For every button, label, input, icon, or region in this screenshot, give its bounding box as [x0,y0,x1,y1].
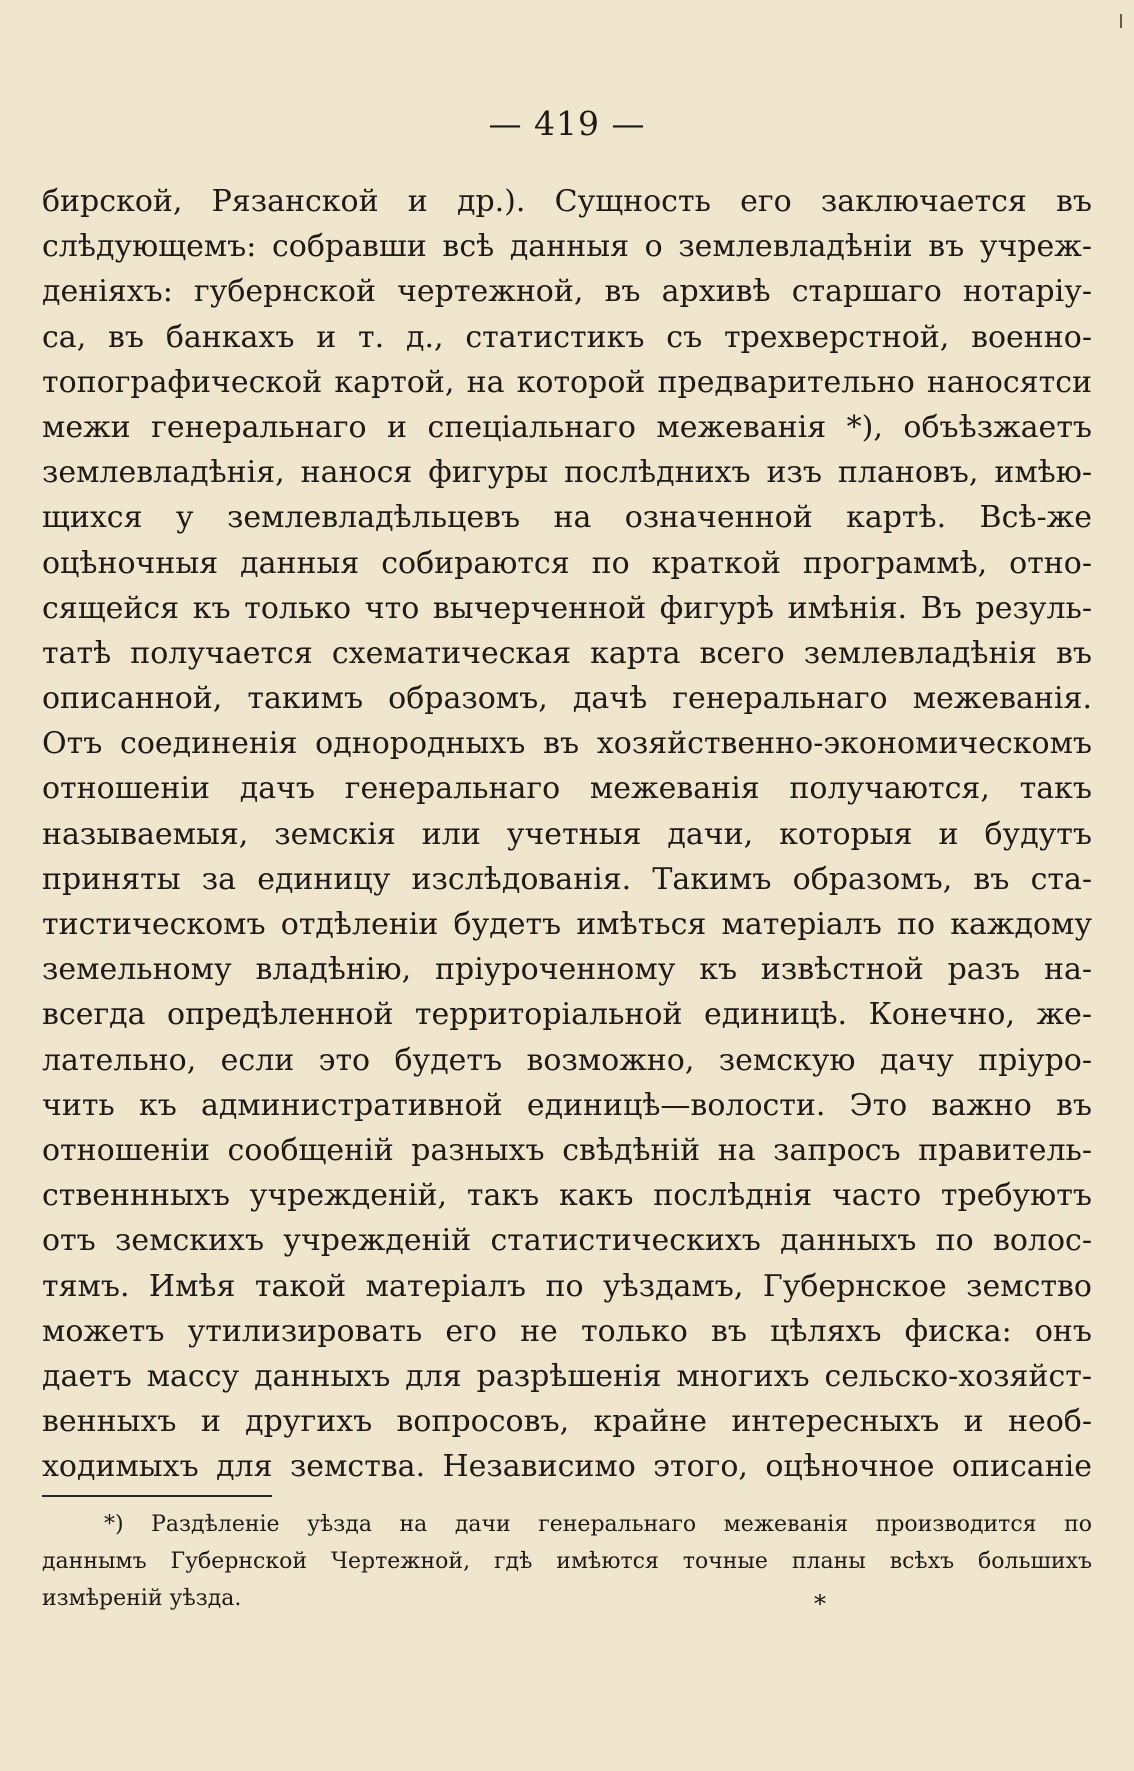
text-line: татѣ получается схематическая карта всего землевладѣнія въ [42,635,1092,671]
text-line: отъ земскихъ учрежденій статистическихъ данныхъ по волос- [42,1223,1092,1259]
text-line: слѣдующемъ: собравши всѣ данныя о землевладѣніи въ учреж- [42,229,1092,265]
text-line: тямъ. Имѣя такой матеріалъ по уѣздамъ, Губернское земство [42,1268,1092,1304]
text-line: даетъ массу данныхъ для разрѣшенія многихъ сельско-хозяйст- [42,1358,1092,1394]
text-line: сящейся къ только что вычерченной фигурѣ имѣнія. Въ резуль- [42,590,1092,626]
text-line: описанной, такимъ образомъ, дачѣ генеральнаго межеванія. [42,681,1092,717]
text-line: лательно, если это будетъ возможно, земскую дачу пріуро- [42,1042,1092,1078]
text-line: са, въ банкахъ и т. д., статистикъ съ трехверстной, военно- [42,319,1092,355]
text-line: отношеніи сообщеній разныхъ свѣдѣній на запросъ правитель- [42,1132,1092,1168]
footnote-separator [42,1495,272,1497]
page-number: — 419 — [488,104,646,143]
footnote-line: *) Раздѣленіе уѣзда на дачи генеральнаго межеванія производится по [104,1512,1092,1537]
text-line: межи генеральнаго и спеціальнаго межеванія *), объѣзжаетъ [42,409,1092,445]
text-line: тистическомъ отдѣленіи будетъ имѣться матеріалъ по каждому [42,907,1092,942]
text-line: деніяхъ: губернской чертежной, въ архивѣ старшаго нотаріу- [42,274,1092,310]
text-line: всегда опредѣленной территоріальной единицѣ. Конечно, же- [42,997,1092,1033]
text-line: венныхъ и другихъ вопросовъ, крайне интересныхъ и необ- [42,1404,1092,1440]
footnote-line: даннымъ Губернской Чертежной, гдѣ имѣются точные планы всѣхъ большихъ [42,1549,1092,1574]
text-line: земельному владѣнію, пріуроченному къ извѣстной разъ на- [42,952,1092,988]
footnote-line: измѣреній уѣзда. [42,1586,242,1611]
text-line: землевладѣнія, нанося фигуры послѣднихъ изъ плановъ, имѣю- [42,455,1092,491]
footnote [42,1506,1092,1617]
text-line: ственнныхъ учрежденій, такъ какъ послѣднія часто требуютъ [42,1178,1092,1214]
text-line: можетъ утилизировать его не только въ цѣляхъ фиска: онъ [42,1313,1092,1349]
body-text [42,179,1092,1489]
text-line: Отъ соединенія однородныхъ въ хозяйственно-экономическомъ [42,726,1092,762]
text-line: оцѣночныя данныя собираются по краткой программѣ, отно- [42,545,1092,581]
text-line: щихся у землевладѣльцевъ на означенной картѣ. Всѣ-же [42,500,1092,536]
signature-mark: * [814,1590,826,1618]
text-line: отношеніи дачъ генеральнаго межеванія получаются, такъ [42,771,1092,807]
text-line: называемыя, земскія или учетныя дачи, которыя и будутъ [42,816,1092,852]
text-line: чить къ административной единицѣ—волости. Это важно въ [42,1087,1092,1123]
text-line: приняты за единицу изслѣдованія. Такимъ образомъ, въ ста- [42,861,1092,897]
page-edge-mark [1120,14,1122,28]
text-line: топографической картой, на которой предварительно наносятси [42,364,1092,400]
text-line: бирской, Рязанской и др.). Сущность его заключается въ [42,184,1092,219]
text-line: ходимыхъ для земства. Независимо этого, оцѣночное описаніе [42,1449,1092,1485]
